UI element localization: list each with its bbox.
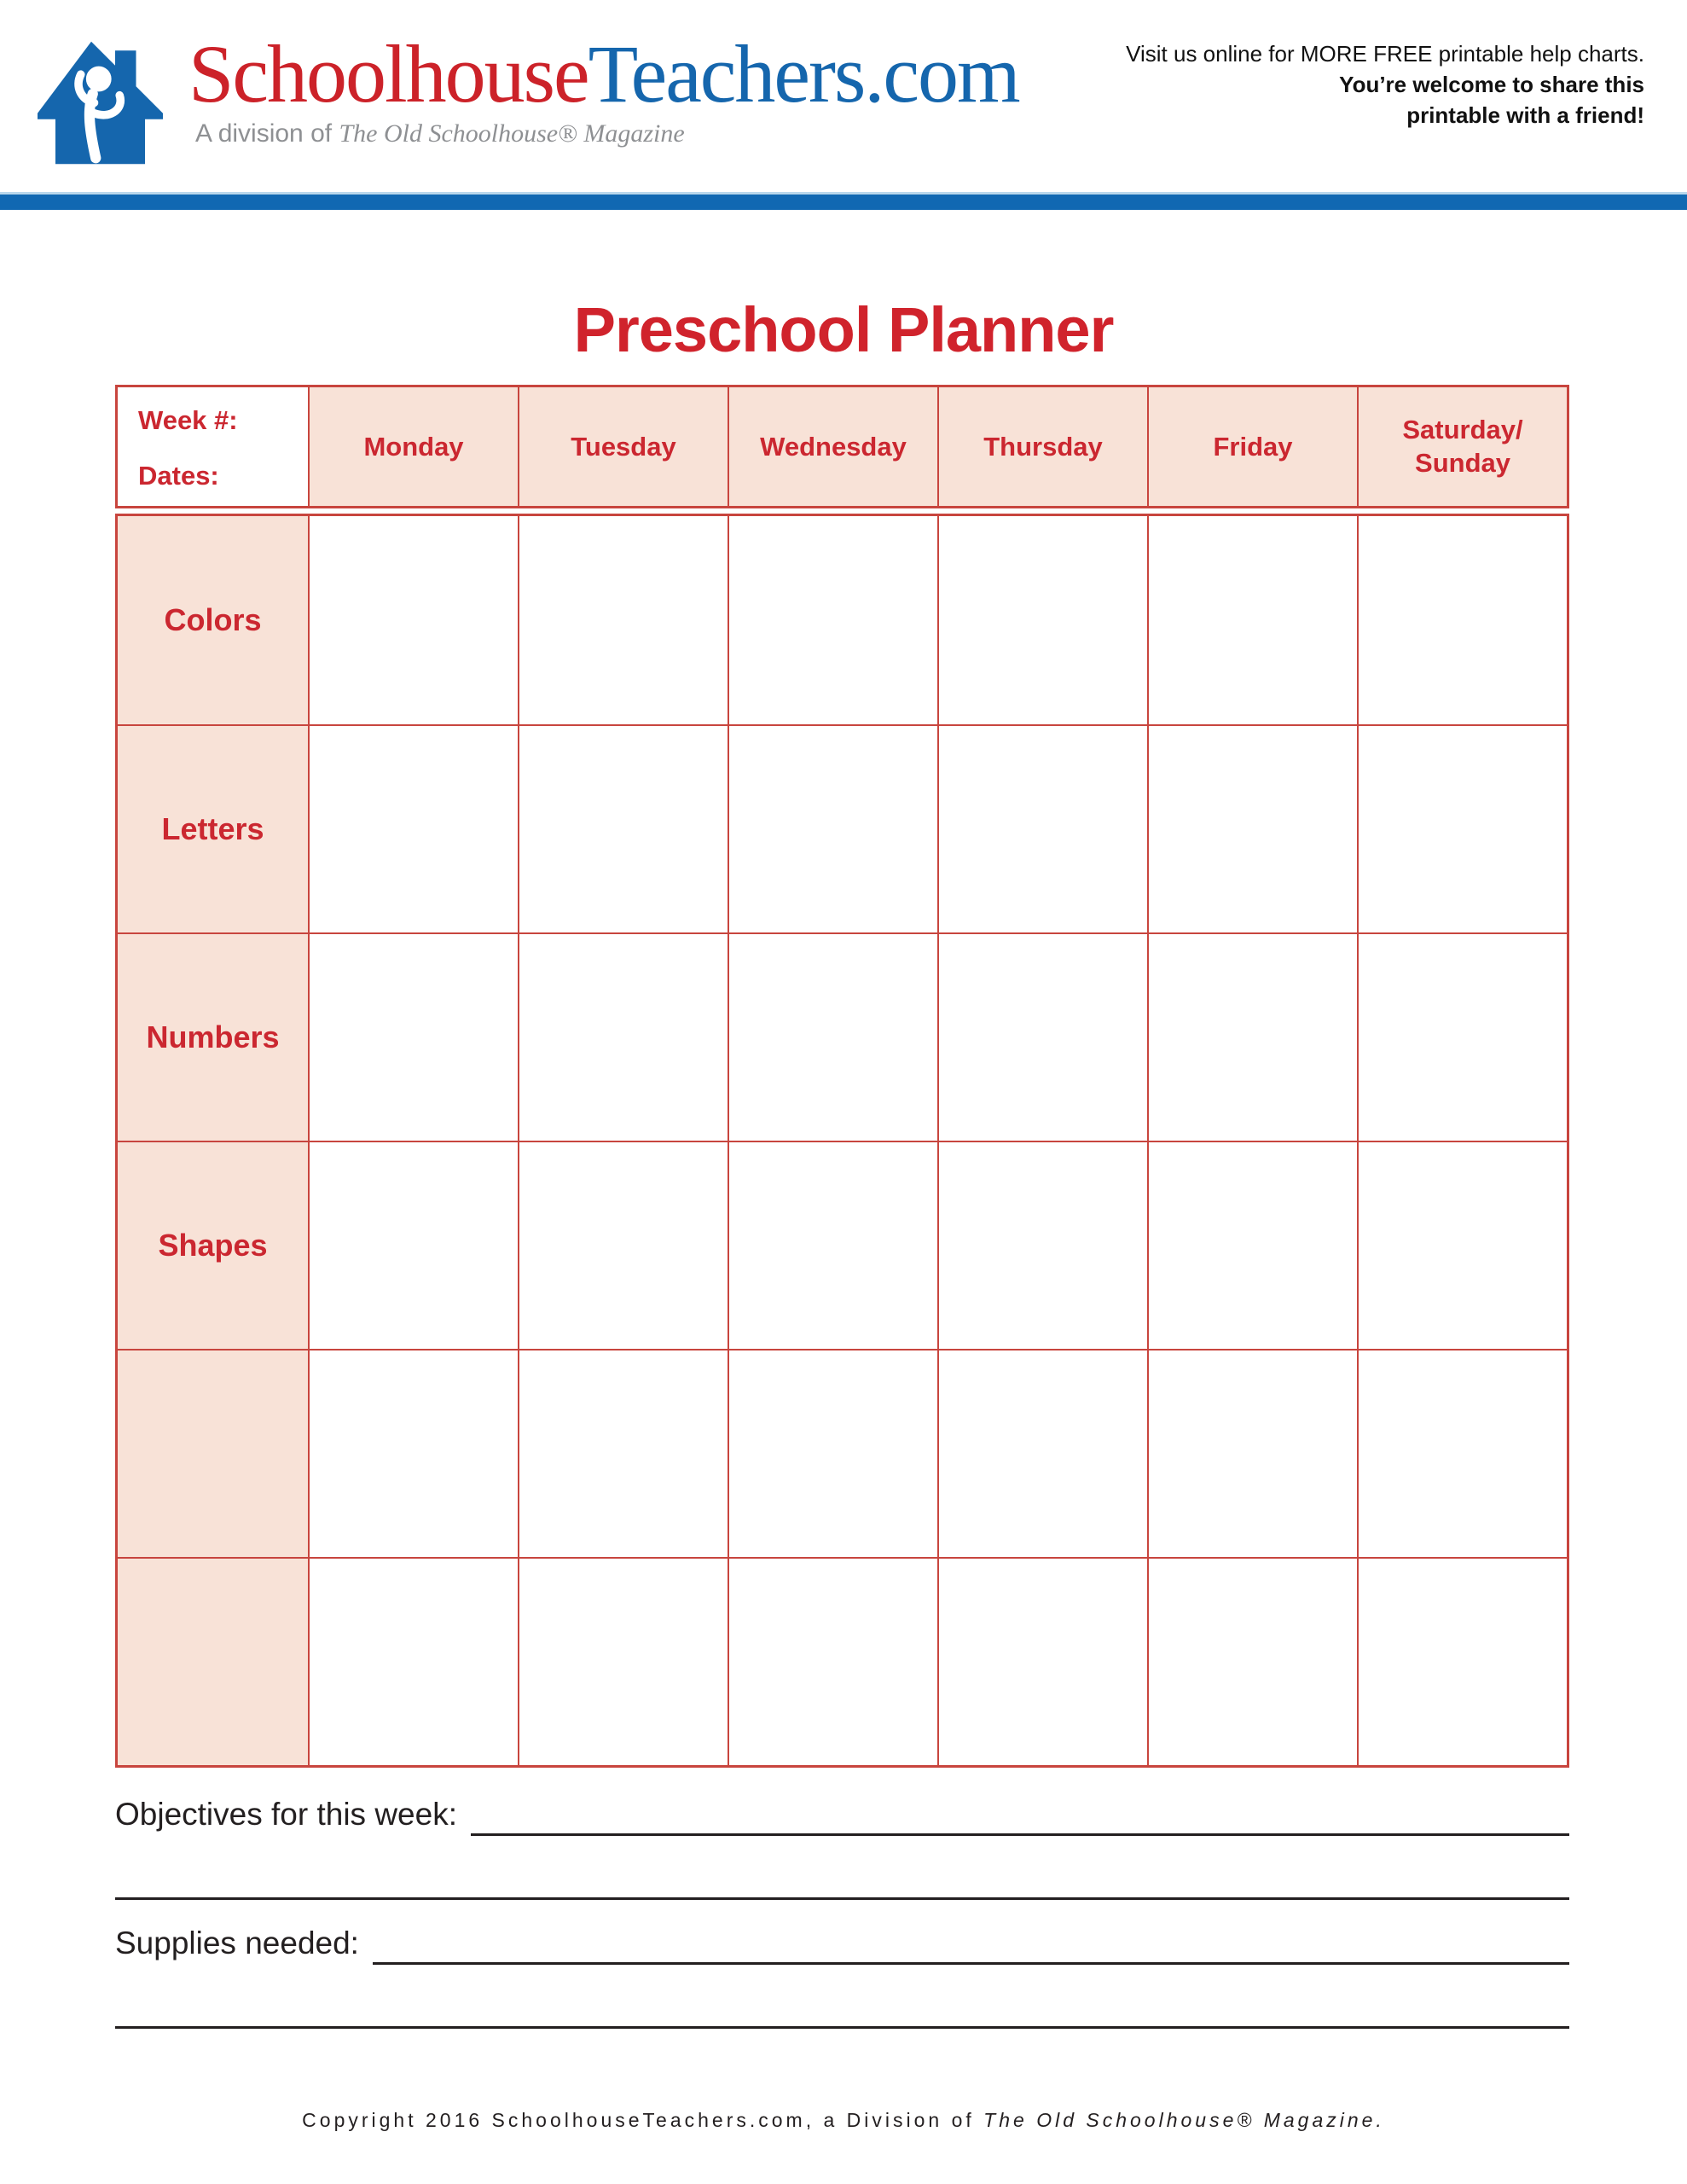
row-label-numbers: Numbers: [118, 932, 308, 1141]
planner-cell-colors-weekend[interactable]: [1357, 516, 1567, 724]
planner-cell-shapes-wednesday[interactable]: [728, 1141, 937, 1349]
planner-cell-blank2-monday[interactable]: [308, 1557, 518, 1765]
week-dates-corner-cell: [118, 387, 308, 506]
planner-cell-blank1-monday[interactable]: [308, 1349, 518, 1557]
objectives-write-line[interactable]: [471, 1826, 1569, 1836]
planner-cell-blank1-wednesday[interactable]: [728, 1349, 937, 1557]
row-label-blank-1[interactable]: [118, 1349, 308, 1557]
blue-divider-bar: [0, 192, 1687, 210]
planner-cell-shapes-weekend[interactable]: [1357, 1141, 1567, 1349]
promo-line-3: printable with a friend!: [1406, 102, 1644, 128]
planner-cell-shapes-monday[interactable]: [308, 1141, 518, 1349]
planner-cell-numbers-tuesday[interactable]: [518, 932, 728, 1141]
planner-cell-letters-wednesday[interactable]: [728, 724, 937, 932]
planner-cell-letters-weekend[interactable]: [1357, 724, 1567, 932]
objectives-write-line-2[interactable]: [115, 1897, 1569, 1900]
planner-header-row: [115, 385, 1569, 508]
site-wordmark: [188, 28, 1019, 119]
planner-cell-blank1-weekend[interactable]: [1357, 1349, 1567, 1557]
supplies-write-line-2[interactable]: [115, 2026, 1569, 2029]
logo-tagline: [188, 119, 1019, 148]
planner-table: [115, 385, 1569, 1768]
planner-cell-shapes-tuesday[interactable]: [518, 1141, 728, 1349]
planner-cell-letters-monday[interactable]: [308, 724, 518, 932]
planner-cell-blank2-thursday[interactable]: [937, 1557, 1147, 1765]
schoolhouse-logo-icon: [26, 32, 175, 168]
write-in-fields: [115, 1797, 1569, 2029]
row-label-letters: Letters: [118, 724, 308, 932]
planner-cell-letters-tuesday[interactable]: [518, 724, 728, 932]
planner-cell-blank1-friday[interactable]: [1147, 1349, 1357, 1557]
planner-cell-blank2-tuesday[interactable]: [518, 1557, 728, 1765]
copyright-magazine-name: The Old Schoolhouse® Magazine.: [983, 2109, 1385, 2132]
day-header-tuesday: Tuesday: [518, 387, 728, 506]
planner-cell-blank1-tuesday[interactable]: [518, 1349, 728, 1557]
saturday-label: Saturday/: [1402, 415, 1523, 445]
tagline-magazine-name: The Old Schoolhouse® Magazine: [339, 119, 685, 148]
planner-cell-numbers-weekend[interactable]: [1357, 932, 1567, 1141]
planner-cell-blank2-wednesday[interactable]: [728, 1557, 937, 1765]
planner-cell-colors-wednesday[interactable]: [728, 516, 937, 724]
sunday-label: Sunday: [1415, 447, 1510, 478]
week-number-label: Week #:: [138, 405, 238, 436]
planner-body-grid: [115, 514, 1569, 1768]
promo-line-1: Visit us online for MORE FREE printable help charts.: [1126, 41, 1644, 67]
page-title: Preschool Planner: [573, 294, 1114, 365]
day-header-wednesday: Wednesday: [728, 387, 937, 506]
day-header-friday: Friday: [1147, 387, 1357, 506]
promo-line-2: You’re welcome to share this: [1339, 72, 1644, 97]
supplies-label: Supplies needed:: [115, 1926, 359, 1961]
planner-cell-shapes-friday[interactable]: [1147, 1141, 1357, 1349]
wordmark-schoolhouse: Schoolhouse: [188, 28, 588, 119]
dates-label: Dates:: [138, 460, 219, 491]
planner-cell-numbers-friday[interactable]: [1147, 932, 1357, 1141]
page-header: [0, 0, 1687, 192]
planner-cell-shapes-thursday[interactable]: [937, 1141, 1147, 1349]
planner-cell-numbers-wednesday[interactable]: [728, 932, 937, 1141]
planner-cell-colors-friday[interactable]: [1147, 516, 1357, 724]
site-logo: [26, 30, 1019, 192]
planner-cell-blank2-friday[interactable]: [1147, 1557, 1357, 1765]
objectives-label: Objectives for this week:: [115, 1797, 457, 1833]
planner-cell-numbers-monday[interactable]: [308, 932, 518, 1141]
row-label-shapes: Shapes: [118, 1141, 308, 1349]
planner-cell-colors-monday[interactable]: [308, 516, 518, 724]
promo-text: [1126, 38, 1644, 192]
planner-cell-numbers-thursday[interactable]: [937, 932, 1147, 1141]
wordmark-teachers-com: Teachers.com: [588, 28, 1019, 119]
copyright-notice: [0, 2109, 1687, 2132]
supplies-write-line[interactable]: [373, 1955, 1569, 1965]
copyright-regular: Copyright 2016 SchoolhouseTeachers.com, a Division of: [302, 2109, 984, 2132]
day-header-monday: Monday: [308, 387, 518, 506]
planner-cell-colors-tuesday[interactable]: [518, 516, 728, 724]
planner-cell-blank2-weekend[interactable]: [1357, 1557, 1567, 1765]
planner-cell-letters-friday[interactable]: [1147, 724, 1357, 932]
day-header-saturday-sunday: [1357, 387, 1567, 506]
tagline-prefix: A division of: [195, 119, 339, 148]
row-label-blank-2[interactable]: [118, 1557, 308, 1765]
planner-cell-colors-thursday[interactable]: [937, 516, 1147, 724]
row-label-colors: Colors: [118, 516, 308, 724]
planner-cell-letters-thursday[interactable]: [937, 724, 1147, 932]
planner-cell-blank1-thursday[interactable]: [937, 1349, 1147, 1557]
day-header-thursday: Thursday: [937, 387, 1147, 506]
